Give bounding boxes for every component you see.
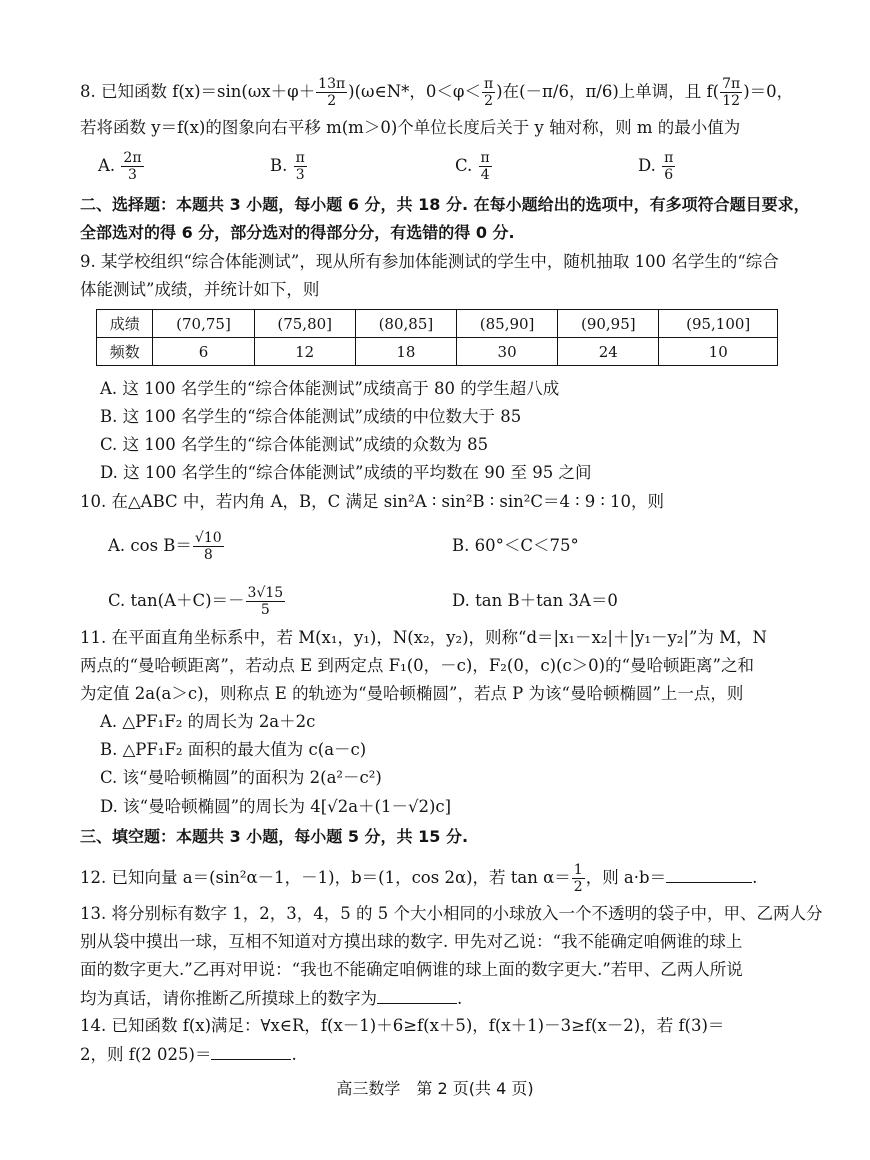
fraction-numerator: √10 <box>194 530 222 546</box>
table-cell: 24 <box>558 338 659 366</box>
table-row <box>97 310 778 338</box>
fraction-denominator: 6 <box>664 167 674 183</box>
fraction-numerator: π <box>480 150 490 166</box>
q8-text: )＝0， <box>743 82 794 101</box>
fraction-numerator: 3√15 <box>247 585 284 601</box>
section2-heading-line2: 全部选对的得 6 分，部分选对的得部分分，有选错的得 0 分. <box>80 223 515 242</box>
q11-option-c: C. 该“曼哈顿椭圆”的面积为 2(a²－c²) <box>100 768 382 787</box>
option-fraction <box>193 530 224 563</box>
q10-option-d: D. tan B＋tan 3A＝0 <box>452 591 618 610</box>
q11-line3: 为定值 2a(a＞c)，则称点 E 的轨迹为“曼哈顿椭圆”，若点 P 为该“曼哈顿椭圆”上一点，则 <box>80 684 744 703</box>
q12-fraction <box>572 862 585 895</box>
option-fraction <box>294 150 307 183</box>
q12-line <box>80 862 757 895</box>
fraction-numerator: 2π <box>123 150 142 166</box>
q8-option-d <box>638 150 676 183</box>
table-cell: 30 <box>457 338 558 366</box>
fraction-denominator: 5 <box>260 602 270 618</box>
fraction-numerator: π <box>664 150 674 166</box>
fraction-numerator: π <box>295 150 305 166</box>
score-frequency-table <box>96 309 778 366</box>
q12-text: ，则 a·b＝ <box>585 868 667 887</box>
table-cell: 12 <box>254 338 355 366</box>
table-header-cell: 频数 <box>97 338 153 366</box>
q8-text: )(ω∈N*，0＜φ＜ <box>348 82 481 101</box>
q13-line3: 面的数字更大.”乙再对甲说：“我也不能确定咱俩谁的球上面的数字更大.”若甲、乙两人所说 <box>80 960 743 979</box>
q9-option-d: D. 这 100 名学生的“综合体能测试”成绩的平均数在 90 至 95 之间 <box>100 463 592 482</box>
section2-heading-line1: 二、选择题：本题共 3 小题，每小题 6 分，共 18 分. 在每小题给出的选项中，有多项符合题目要求， <box>80 195 810 214</box>
q14-line2 <box>80 1043 297 1066</box>
q8-fraction <box>720 76 742 109</box>
table-cell: (95,100] <box>659 310 778 338</box>
option-text: C. tan(A＋C)＝－ <box>108 591 245 610</box>
q8-option-c <box>455 150 493 183</box>
q9-line2: 体能测试”成绩，并统计如下，则 <box>80 280 320 299</box>
q8-fraction <box>482 76 495 109</box>
table-cell: (80,85] <box>355 310 456 338</box>
q11-option-a: A. △PF₁F₂ 的周长为 2a＋2c <box>100 712 316 731</box>
q8-option-a <box>98 150 145 183</box>
option-fraction <box>246 585 286 618</box>
q8-line2: 若将函数 y＝f(x)的图象向右平移 m(m＞0)个单位长度后关于 y 轴对称，则 m 的最小值为 <box>80 118 741 137</box>
option-fraction <box>121 150 143 183</box>
table-row <box>97 338 778 366</box>
q11-line1: 11. 在平面直角坐标系中，若 M(x₁，y₁)，N(x₂，y₂)，则称“d＝|x₁－x₂|＋|y₁－y₂|”为 M，N <box>80 628 767 647</box>
option-label: D. <box>638 156 656 175</box>
q12-text: . <box>752 868 758 887</box>
answer-blank[interactable] <box>211 1043 291 1060</box>
fraction-numerator: π <box>483 76 494 92</box>
page-footer: 高三数学 第 2 页(共 4 页) <box>336 1079 534 1098</box>
option-fraction <box>662 150 675 183</box>
fraction-denominator: 8 <box>203 547 213 563</box>
option-label: B. <box>270 156 288 175</box>
table-cell: (75,80] <box>254 310 355 338</box>
q11-line2: 两点的“曼哈顿距离”，若动点 E 到两定点 F₁(0，－c)，F₂(0，c)(c＞0)的“曼哈顿距离”之和 <box>80 656 754 675</box>
q12-text: 12. 已知向量 a＝(sin²α－1，－1)，b＝(1，cos 2α)，若 tan α＝ <box>80 868 571 887</box>
fraction-numerator: 13π <box>318 76 346 92</box>
fraction-numerator: 7π <box>722 76 741 92</box>
table-cell: (90,95] <box>558 310 659 338</box>
q13-line1: 13. 将分别标有数字 1，2，3，4，5 的 5 个大小相同的小球放入一个不透明的袋子中，甲、乙两人分 <box>80 904 823 923</box>
table-cell: 18 <box>355 338 456 366</box>
q11-option-b: B. △PF₁F₂ 面积的最大值为 c(a－c) <box>100 740 367 759</box>
table-cell: (85,90] <box>457 310 558 338</box>
option-text: A. cos B＝ <box>108 536 192 555</box>
q10-option-b: B. 60°＜C＜75° <box>452 536 579 555</box>
q14-line1: 14. 已知函数 f(x)满足：∀x∈R，f(x－1)＋6≥f(x＋5)，f(x＋1)－3≥f(x－2)，若 f(3)＝ <box>80 1016 725 1035</box>
table-header-cell: 成绩 <box>97 310 153 338</box>
option-fraction <box>479 150 492 183</box>
table-cell: 6 <box>153 338 254 366</box>
q9-option-a: A. 这 100 名学生的“综合体能测试”成绩高于 80 的学生超八成 <box>100 379 560 398</box>
q8-text: )在(－π/6，π/6)上单调，且 f( <box>496 82 720 101</box>
q10-option-a <box>108 530 225 563</box>
q10-option-c <box>108 585 286 618</box>
answer-blank[interactable] <box>377 987 457 1004</box>
q13-line4 <box>80 987 462 1010</box>
fraction-denominator: 2 <box>484 93 494 109</box>
option-label: A. <box>98 156 116 175</box>
q14-text: . <box>291 1045 297 1064</box>
q11-option-d: D. 该“曼哈顿椭圆”的周长为 4[√2a＋(1－√2)c] <box>100 797 452 816</box>
option-label: C. <box>455 156 473 175</box>
q10-stem: 10. 在△ABC 中，若内角 A，B，C 满足 sin²A ∶ sin²B ∶ sin²C＝4 ∶ 9 ∶ 10，则 <box>80 492 665 511</box>
fraction-denominator: 2 <box>573 879 583 895</box>
q9-line1: 9. 某学校组织“综合体能测试”，现从所有参加体能测试的学生中，随机抽取 100 名学生的“综合 <box>80 252 779 271</box>
answer-blank[interactable] <box>666 866 752 883</box>
q9-option-b: B. 这 100 名学生的“综合体能测试”成绩的中位数大于 85 <box>100 407 522 426</box>
fraction-denominator: 2 <box>327 93 337 109</box>
q8-fraction <box>316 76 347 109</box>
table-cell: 10 <box>659 338 778 366</box>
q13-text: 均为真话，请你推断乙所摸球上的数字为 <box>80 989 377 1008</box>
q8-text: 8. 已知函数 f(x)＝sin(ωx＋φ＋ <box>80 82 316 101</box>
q9-option-c: C. 这 100 名学生的“综合体能测试”成绩的众数为 85 <box>100 435 489 454</box>
q8-line1 <box>80 76 793 109</box>
table-cell: (70,75] <box>153 310 254 338</box>
fraction-denominator: 3 <box>295 167 305 183</box>
fraction-numerator: 1 <box>573 862 583 878</box>
q14-text: 2，则 f(2 025)＝ <box>80 1045 212 1064</box>
fraction-denominator: 12 <box>722 93 741 109</box>
section3-heading: 三、填空题：本题共 3 小题，每小题 5 分，共 15 分. <box>80 827 469 846</box>
q8-option-b <box>270 150 308 183</box>
q13-line2: 别从袋中摸出一球，互相不知道对方摸出球的数字. 甲先对乙说：“我不能确定咱俩谁的球上 <box>80 932 743 951</box>
fraction-denominator: 3 <box>128 167 137 183</box>
fraction-denominator: 4 <box>480 167 490 183</box>
q13-text: . <box>457 989 463 1008</box>
